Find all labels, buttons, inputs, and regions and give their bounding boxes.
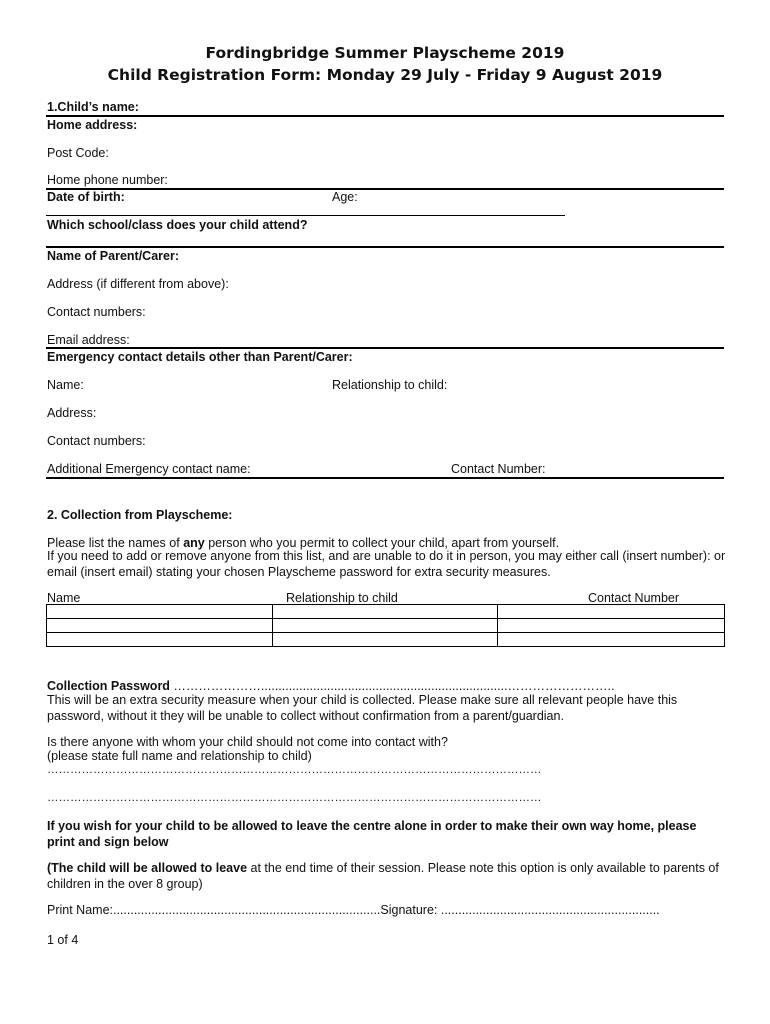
home-address-label: Home address:	[47, 118, 138, 132]
emergency-heading: Emergency contact details other than Parent/Carer:	[47, 350, 353, 364]
leave-note: (The child will be allowed to leave at the end time of their session. Please note this option is only available to parents of children in the over 8 group)	[47, 861, 719, 891]
divider	[46, 477, 724, 479]
divider	[46, 115, 724, 117]
date-of-birth-label: Date of birth:	[47, 190, 125, 204]
no-contact-question: Is there anyone with whom your child should not come into contact with?	[47, 735, 448, 749]
emergency-contact-numbers-label: Contact numbers:	[47, 434, 146, 448]
email-address-label: Email address:	[47, 333, 130, 347]
dotted-line: …………………………………………………………………………………………………………………	[47, 764, 542, 776]
table-row	[47, 633, 725, 647]
relationship-label: Relationship to child:	[332, 378, 448, 392]
emergency-name-label: Name:	[47, 378, 84, 392]
table-cell[interactable]	[47, 633, 273, 647]
home-phone-label: Home phone number:	[47, 173, 168, 187]
password-note: This will be an extra security measure when your child is collected. Please make sure all relevant people have this password, without it they will be unable to collect without confirmation from a parent/guardian.	[47, 693, 678, 723]
parent-address-label: Address (if different from above):	[47, 277, 229, 291]
form-title: Fordingbridge Summer Playscheme 2019	[205, 44, 565, 62]
table-cell[interactable]	[273, 633, 498, 647]
divider	[46, 188, 724, 190]
collection-para2: If you need to add or remove anyone from this list, and are unable to do it in person, you may either call (insert number): or email (insert email) stating your chosen Playscheme password for extra security measures.	[47, 549, 726, 579]
collection-heading: 2. Collection from Playscheme:	[47, 508, 233, 522]
divider	[46, 246, 724, 248]
collection-password-label: Collection Password	[47, 679, 170, 693]
table-header-contact: Contact Number	[588, 591, 680, 605]
divider	[46, 215, 565, 216]
page-number: 1 of 4	[47, 933, 79, 947]
divider	[46, 347, 724, 349]
post-code-label: Post Code:	[47, 146, 109, 160]
table-cell[interactable]	[498, 605, 725, 619]
table-cell[interactable]	[498, 633, 725, 647]
emergency-address-label: Address:	[47, 406, 97, 420]
age-label: Age:	[332, 190, 358, 204]
table-cell[interactable]	[273, 605, 498, 619]
collection-password-line: Collection Password ………………….......................................................................……………………..	[47, 679, 615, 693]
table-row	[47, 605, 725, 619]
table-row	[47, 619, 725, 633]
form-subtitle: Child Registration Form: Monday 29 July - Friday 9 August 2019	[107, 66, 663, 84]
collectors-table	[46, 604, 725, 647]
table-cell[interactable]	[47, 619, 273, 633]
table-cell[interactable]	[47, 605, 273, 619]
additional-emergency-label: Additional Emergency contact name:	[47, 462, 251, 476]
leave-alone-text: If you wish for your child to be allowed to leave the centre alone in order to make their own way home, please print and sign below	[47, 819, 697, 849]
table-cell[interactable]	[498, 619, 725, 633]
dotted-line: …………………………………………………………………………………………………………………	[47, 792, 542, 804]
table-header-relationship: Relationship to child	[286, 591, 398, 605]
collection-para1: Please list the names of any person who you permit to collect your child, apart from yourself.	[47, 536, 560, 550]
table-header-name: Name	[47, 591, 81, 605]
print-name-signature-line: Print Name:.............................................................................Signature: ...............................................................	[47, 903, 660, 917]
contact-number-label: Contact Number:	[451, 462, 546, 476]
childs-name-label: 1.Child’s name:	[47, 100, 139, 114]
table-cell[interactable]	[273, 619, 498, 633]
school-class-label: Which school/class does your child attend?	[47, 218, 308, 232]
parent-name-label: Name of Parent/Carer:	[47, 249, 179, 263]
parent-contact-numbers-label: Contact numbers:	[47, 305, 146, 319]
no-contact-hint: (please state full name and relationship to child)	[47, 749, 312, 763]
